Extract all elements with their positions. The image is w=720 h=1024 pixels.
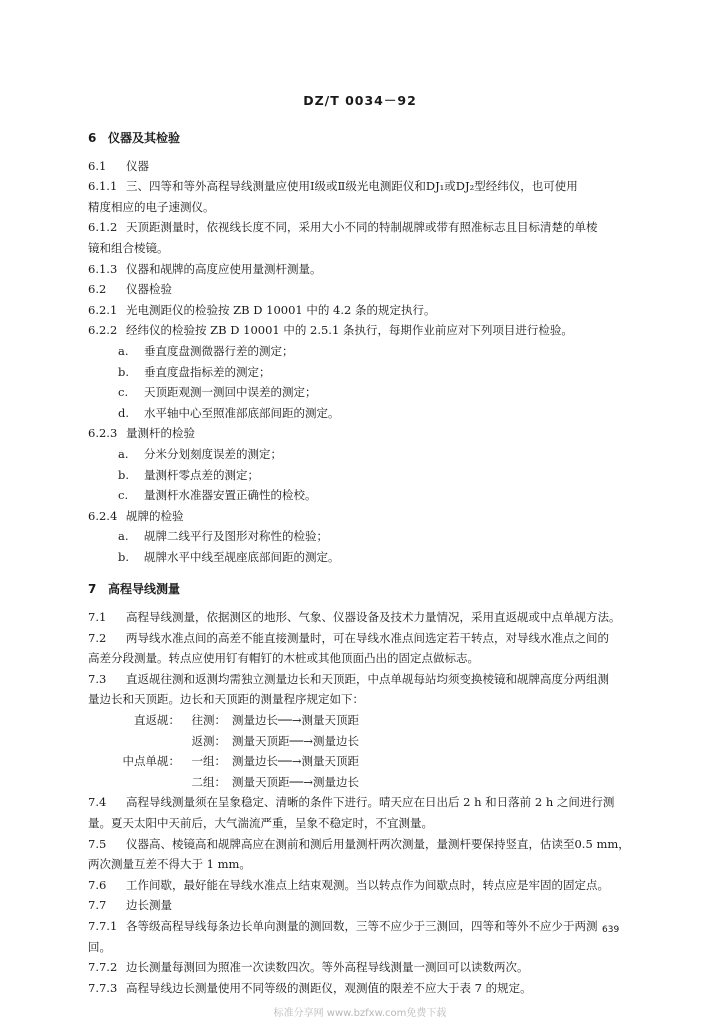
- clause-number: 6.1.3: [88, 261, 118, 276]
- clause-text: 仪器: [126, 158, 149, 173]
- procedure-row: [88, 710, 648, 731]
- procedure-method: [88, 731, 180, 752]
- procedure-row: [88, 731, 648, 752]
- document-body: [88, 128, 648, 998]
- clause-continuation: 高差分段测量。转点应使用钉有帽钉的木桩或其他顶面凸出的固定点做标志。: [88, 651, 479, 666]
- list-item: [88, 341, 648, 362]
- clause: [88, 895, 648, 916]
- list-item-text: 量测杆水准器安置正确性的检校。: [144, 488, 317, 503]
- list-item-label: c.: [118, 488, 129, 503]
- clause-number: 7.7.2: [88, 960, 118, 975]
- clause-text: 各等级高程导线每条边长单向测量的测回数，三等不应少于三测回，四等和等外不应少于两测: [126, 918, 598, 933]
- clause: [88, 978, 648, 999]
- clause-number: 6.2.3: [88, 426, 118, 441]
- clause-continuation: 两次测量互差不得大于 1 mm。: [88, 857, 251, 872]
- clause-number: 7.5: [88, 836, 107, 851]
- list-item: [88, 547, 648, 568]
- clause-text: 觇牌的检验: [126, 508, 184, 523]
- list-item-label: a.: [118, 529, 129, 544]
- clause: [88, 176, 648, 197]
- clause: [88, 259, 648, 280]
- clause-continuation: 精度相应的电子速测仪。: [88, 199, 215, 214]
- clause-number: 7.7.3: [88, 980, 118, 995]
- clause-text: 边长测量: [126, 898, 172, 913]
- list-item: [88, 444, 648, 465]
- section-title: 仪器及其检验: [108, 131, 181, 145]
- spacer: [88, 600, 648, 607]
- spacer: [88, 149, 648, 156]
- clause-text: 高程导线测量，依据测区的地形、气象、仪器设备及技术力量情况，采用直返觇或中点单觇方法。: [126, 610, 621, 625]
- clause: [88, 156, 648, 177]
- clause-text: 仪器和觇牌的高度应使用量测杆测量。: [126, 261, 322, 276]
- procedure-steps: 测量边长──→测量天顶距: [232, 713, 359, 728]
- list-item-label: d.: [118, 405, 130, 420]
- procedure-group: 往测：: [191, 713, 226, 728]
- clause: [88, 506, 648, 527]
- clause-text: 边长测量每测回为照准一次读数四次。等外高程导线测量一测回可以读数两次。: [126, 960, 529, 975]
- clause-number: 7.1: [88, 610, 107, 625]
- list-item-text: 分米分划刻度误差的测定；: [144, 446, 282, 461]
- list-item-text: 量测杆零点差的测定；: [144, 467, 259, 482]
- clause: [88, 217, 648, 238]
- section-number: 6: [88, 131, 97, 145]
- clause-continuation: 镜和组合棱镜。: [88, 240, 169, 255]
- clause-text: 仪器高、棱镜高和觇牌高应在测前和测后用量测杆两次测量，量测杆要保持竖直，估读至0.5 mm，: [126, 836, 630, 851]
- list-item: [88, 382, 648, 403]
- procedure-row: [88, 751, 648, 772]
- list-item-text: 垂直度盘测微器行差的测定；: [144, 343, 294, 358]
- clause-number: 7.7: [88, 898, 107, 913]
- procedure-method: 直返觇：: [134, 713, 180, 728]
- section-heading: [88, 579, 648, 600]
- clause-number: 7.3: [88, 671, 107, 686]
- procedure-steps: 测量天顶距──→测量边长: [232, 774, 359, 789]
- procedure-steps: 测量天顶距──→测量边长: [232, 733, 359, 748]
- clause-number: 6.2: [88, 282, 107, 297]
- procedure-row: [88, 772, 648, 793]
- clause: [88, 279, 648, 300]
- clause: [88, 607, 648, 628]
- clause-text: 高程导线边长测量使用不同等级的测距仪，观测值的限差不应大于表 7 的规定。: [126, 980, 532, 995]
- section-number: 7: [88, 582, 97, 597]
- clause-text: 两导线水准点间的高差不能直接测量时，可在导线水准点间选定若干转点，对导线水准点之间的: [126, 630, 609, 645]
- clause-number: 6.2.2: [88, 323, 118, 338]
- clause: [88, 792, 648, 813]
- clause-continuation: 量边长和天顶距。边长和天顶距的测量程序规定如下：: [88, 692, 364, 707]
- clause-number: 7.7.1: [88, 918, 118, 933]
- section-block-2: [88, 792, 648, 998]
- procedure-group: 返测：: [191, 733, 226, 748]
- list-item-label: a.: [118, 446, 129, 461]
- procedure-method: [88, 772, 180, 793]
- clause-text: 天顶距测量时，依视线长度不同，采用大小不同的特制觇牌或带有照准标志且目标清楚的单棱: [126, 220, 598, 235]
- clause: [88, 834, 648, 855]
- clause: [88, 628, 648, 649]
- clause-number: 6.1.1: [88, 179, 118, 194]
- procedure-group: 一组：: [191, 754, 226, 769]
- list-item-text: 天顶距观测一测回中误差的测定；: [144, 385, 317, 400]
- clause-text: 三、四等和等外高程导线测量应使用Ⅰ级或Ⅱ级光电测距仪和DJ₁或DJ₂型经纬仪，也可使用: [126, 179, 578, 194]
- clause: [88, 300, 648, 321]
- spacer: [88, 567, 648, 579]
- clause-text: 量测杆的检验: [126, 426, 195, 441]
- clause: [88, 916, 648, 937]
- list-item: [88, 526, 648, 547]
- clause: [88, 669, 648, 690]
- list-item: [88, 362, 648, 383]
- clause: [88, 320, 648, 341]
- procedure-method: 中点单觇：: [122, 754, 180, 769]
- clause-text: 仪器检验: [126, 282, 172, 297]
- list-item-text: 水平轴中心至照准部底部间距的测定。: [144, 405, 340, 420]
- list-item: [88, 403, 648, 424]
- list-item-text: 垂直度盘指标差的测定；: [144, 364, 271, 379]
- clause: [88, 875, 648, 896]
- list-item-text: 觇牌水平中线至觇座底部间距的测定。: [144, 549, 340, 564]
- page-number: 639: [602, 925, 620, 935]
- document-header: DZ/T 0034－92: [303, 93, 417, 108]
- clause: [88, 957, 648, 978]
- measurement-procedure: [88, 710, 648, 792]
- clause-number: 6.1.2: [88, 220, 118, 235]
- list-item: [88, 465, 648, 486]
- list-item-label: b.: [118, 364, 130, 379]
- procedure-steps: 测量边长──→测量天顶距: [232, 754, 359, 769]
- section-heading: [88, 128, 648, 149]
- list-item-label: a.: [118, 343, 129, 358]
- clause-continuation: 量。夏天太阳中天前后，大气湍流严重，呈象不稳定时，不宜测量。: [88, 816, 433, 830]
- clause: [88, 423, 648, 444]
- list-item: [88, 485, 648, 506]
- clause-text: 高程导线测量须在呈象稳定、清晰的条件下进行。晴天应在日出后 2 h 和日落前 2 h 之间进行测: [126, 795, 615, 810]
- list-item-label: b.: [118, 467, 130, 482]
- section-title: 高程导线测量: [108, 582, 181, 597]
- clause-number: 7.6: [88, 877, 107, 892]
- clause-number: 6.2.4: [88, 508, 118, 523]
- clause-number: 7.2: [88, 630, 107, 645]
- footer-watermark: 标准分享网 www.bzfxw.com免费下载: [273, 1008, 447, 1019]
- clause-text: 光电测距仪的检验按 ZB D 10001 中的 4.2 条的规定执行。: [126, 302, 436, 317]
- list-item-text: 觇牌二线平行及图形对称性的检验；: [144, 529, 328, 544]
- list-item-label: b.: [118, 549, 130, 564]
- procedure-group: 二组：: [191, 774, 226, 789]
- clause-number: 7.4: [88, 795, 107, 810]
- clause-continuation: 回。: [88, 939, 111, 954]
- clause-text: 工作间歇，最好能在导线水准点上结束观测。当以转点作为间歇点时，转点应是牢固的固定点。: [126, 877, 609, 892]
- clause-number: 6.2.1: [88, 302, 118, 317]
- list-item-label: c.: [118, 385, 129, 400]
- section-block-1: [88, 128, 648, 710]
- clause-text: 经纬仪的检验按 ZB D 10001 中的 2.5.1 条执行，每期作业前应对下列项目进行检验。: [126, 323, 573, 338]
- clause-number: 6.1: [88, 158, 107, 173]
- clause-text: 直返觇往测和返测均需独立测量边长和天顶距，中点单觇每站均须变换棱镜和觇牌高度分两组测: [126, 671, 609, 686]
